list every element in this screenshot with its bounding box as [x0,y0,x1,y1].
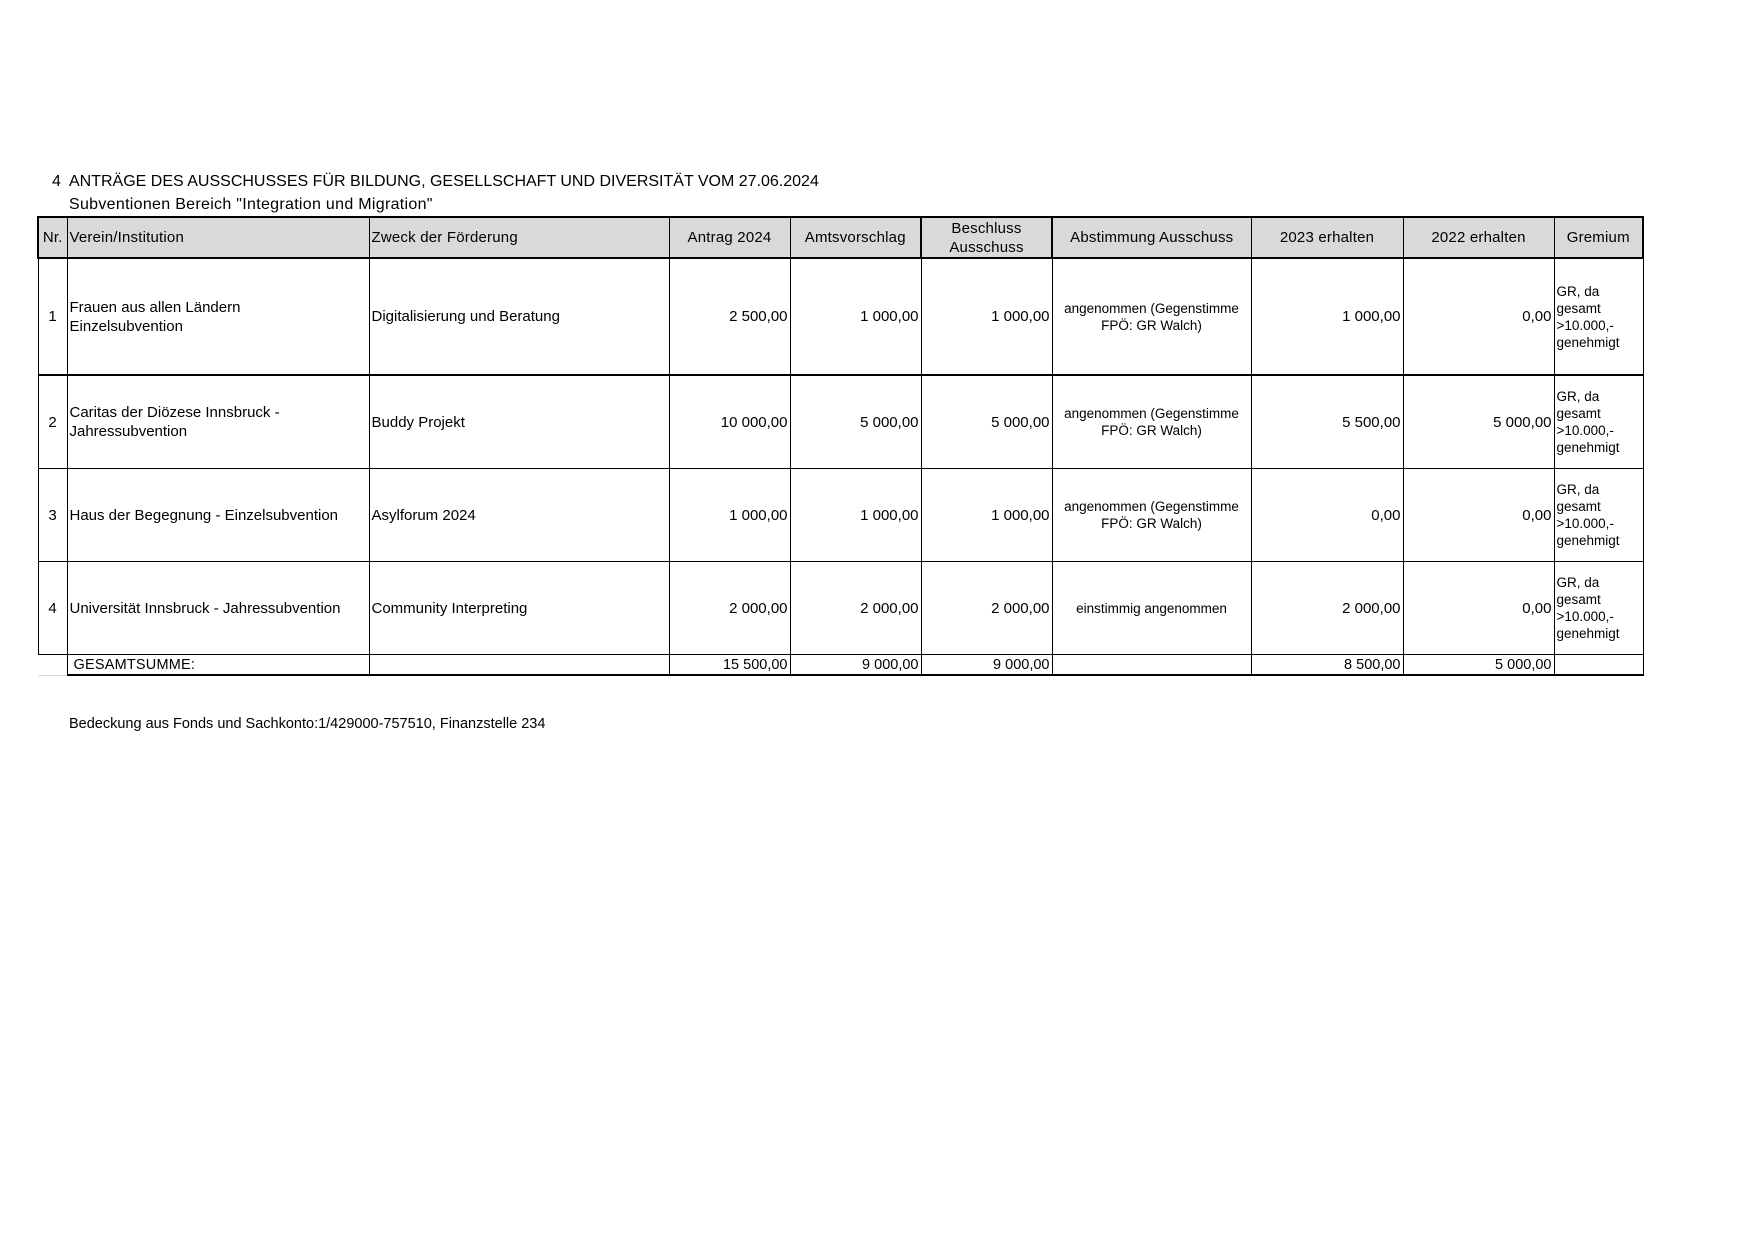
row-beschluss: 5 000,00 [921,375,1052,469]
row-abstimmung: angenommen (Gegenstimme FPÖ: GR Walch) [1052,469,1251,562]
row-antrag: 1 000,00 [669,469,790,562]
row-gremium: GR, da gesamt >10.000,- genehmigt [1554,562,1643,655]
funding-note: Bedeckung aus Fonds und Sachkonto:1/429000-757510, Finanzstelle 234 [69,716,546,732]
row-antrag: 2 500,00 [669,258,790,375]
row-2023: 1 000,00 [1251,258,1403,375]
row-nr: 1 [38,258,67,375]
header-antrag: Antrag 2024 [669,217,790,258]
total-2022: 5 000,00 [1403,655,1554,676]
section-heading [52,173,819,191]
total-abstimmung-empty [1052,655,1251,676]
total-label: GESAMTSUMME: [67,655,369,676]
total-nr-empty [38,655,67,676]
row-zweck: Digitalisierung und Beratung [369,258,669,375]
table-row [38,562,1643,655]
row-zweck: Asylforum 2024 [369,469,669,562]
header-zweck: Zweck der Förderung [369,217,669,258]
row-amtsvorschlag: 2 000,00 [790,562,921,655]
header-nr: Nr. [38,217,67,258]
row-amtsvorschlag: 5 000,00 [790,375,921,469]
row-beschluss: 2 000,00 [921,562,1052,655]
total-antrag: 15 500,00 [669,655,790,676]
header-amtsvorschlag: Amtsvorschlag [790,217,921,258]
row-2022: 5 000,00 [1403,375,1554,469]
row-nr: 4 [38,562,67,655]
row-nr: 3 [38,469,67,562]
row-abstimmung: angenommen (Gegenstimme FPÖ: GR Walch) [1052,375,1251,469]
row-amtsvorschlag: 1 000,00 [790,258,921,375]
header-2023: 2023 erhalten [1251,217,1403,258]
row-2023: 5 500,00 [1251,375,1403,469]
section-number: 4 [52,173,61,190]
row-antrag: 10 000,00 [669,375,790,469]
header-beschluss [921,217,1052,258]
section-title: ANTRÄGE DES AUSSCHUSSES FÜR BILDUNG, GESELLSCHAFT UND DIVERSITÄT VOM 27.06.2024 [69,173,819,190]
row-verein: Caritas der Diözese Innsbruck - Jahressubvention [67,375,369,469]
row-antrag: 2 000,00 [669,562,790,655]
header-abstimmung: Abstimmung Ausschuss [1052,217,1251,258]
total-2023: 8 500,00 [1251,655,1403,676]
total-amtsvorschlag: 9 000,00 [790,655,921,676]
row-2023: 0,00 [1251,469,1403,562]
header-2022: 2022 erhalten [1403,217,1554,258]
row-amtsvorschlag: 1 000,00 [790,469,921,562]
header-row [38,217,1643,258]
row-zweck: Buddy Projekt [369,375,669,469]
header-gremium: Gremium [1554,217,1643,258]
row-2022: 0,00 [1403,258,1554,375]
row-zweck: Community Interpreting [369,562,669,655]
total-zweck-empty [369,655,669,676]
row-abstimmung: angenommen (Gegenstimme FPÖ: GR Walch) [1052,258,1251,375]
row-gremium: GR, da gesamt >10.000,- genehmigt [1554,258,1643,375]
table-row [38,258,1643,375]
row-beschluss: 1 000,00 [921,469,1052,562]
row-verein: Frauen aus allen Ländern Einzelsubvention [67,258,369,375]
row-gremium: GR, da gesamt >10.000,- genehmigt [1554,469,1643,562]
header-verein: Verein/Institution [67,217,369,258]
row-2023: 2 000,00 [1251,562,1403,655]
total-beschluss: 9 000,00 [921,655,1052,676]
row-abstimmung: einstimmig angenommen [1052,562,1251,655]
header-beschluss-line2: Ausschuss [949,238,1024,256]
header-beschluss-line1: Beschluss [951,219,1022,237]
row-nr: 2 [38,375,67,469]
table-row [38,375,1643,469]
row-gremium: GR, da gesamt >10.000,- genehmigt [1554,375,1643,469]
subsidy-table [37,216,1644,676]
row-verein: Universität Innsbruck - Jahressubvention [67,562,369,655]
section-subtitle: Subventionen Bereich "Integration und Migration" [69,196,433,213]
table-row [38,469,1643,562]
total-row [38,655,1643,676]
row-2022: 0,00 [1403,562,1554,655]
row-verein: Haus der Begegnung - Einzelsubvention [67,469,369,562]
row-beschluss: 1 000,00 [921,258,1052,375]
row-2022: 0,00 [1403,469,1554,562]
total-gremium-empty [1554,655,1643,676]
